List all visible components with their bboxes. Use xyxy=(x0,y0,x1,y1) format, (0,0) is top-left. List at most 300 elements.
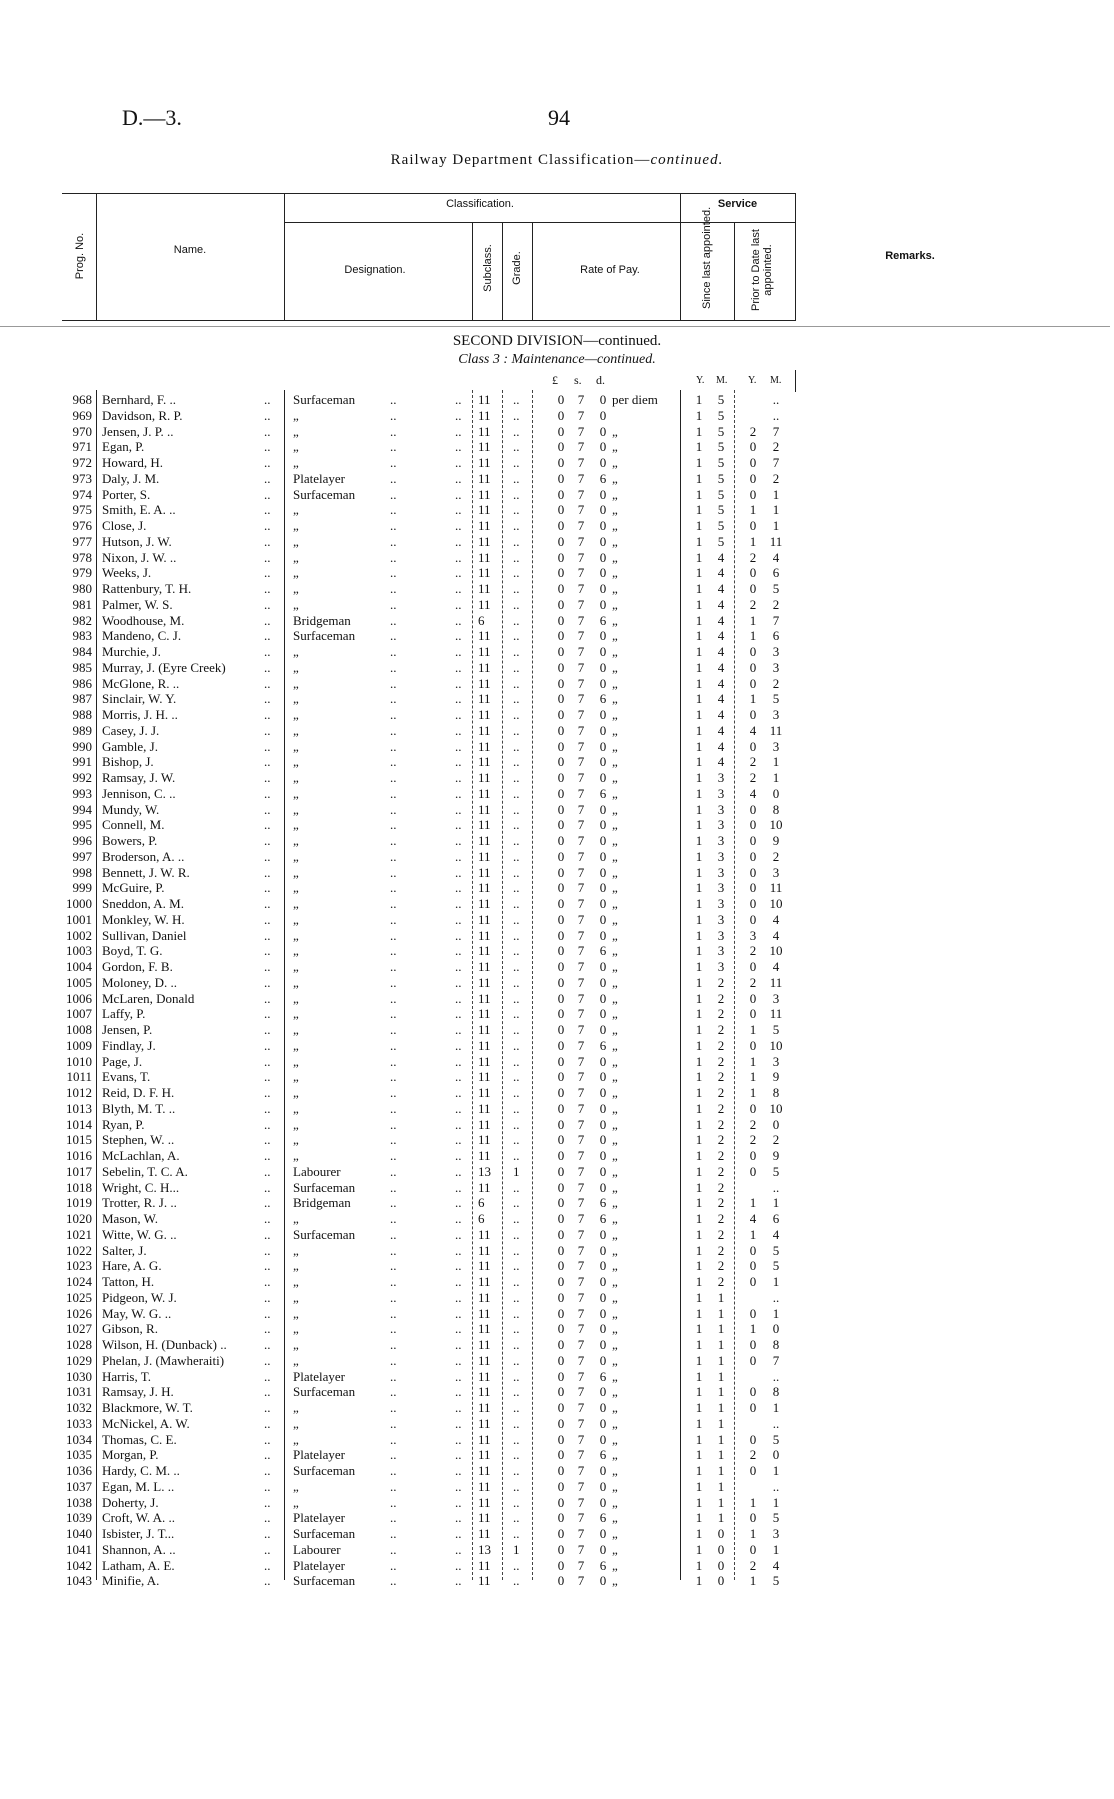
leader-dots: .. xyxy=(264,1085,271,1100)
leader-dots: .. xyxy=(264,1526,271,1541)
since-years: 1 xyxy=(695,1132,703,1148)
prog-no: 1020 xyxy=(66,1211,92,1226)
page-number: 94 xyxy=(548,105,570,130)
since-months: 3 xyxy=(717,880,725,896)
since-years: 1 xyxy=(695,675,703,691)
prior-months: 1 xyxy=(772,1541,780,1557)
prog-no: 998 xyxy=(72,864,92,880)
pay-pounds: 0 xyxy=(557,486,565,502)
pay-pounds: 0 xyxy=(557,1557,565,1573)
since-months: 5 xyxy=(717,423,725,439)
subclass: 11 xyxy=(478,1085,491,1100)
prior-years: 2 xyxy=(749,1447,757,1463)
pay-pounds: 0 xyxy=(557,1053,565,1069)
pay-pounds: 0 xyxy=(557,1305,565,1321)
designation: „ xyxy=(293,1494,299,1510)
pay-pence: 0 xyxy=(599,1132,607,1148)
leader-dots: .. xyxy=(264,455,271,470)
prior-months: 5 xyxy=(772,581,780,596)
prog-no: 992 xyxy=(72,770,92,785)
since-months: 4 xyxy=(717,722,725,738)
table-row xyxy=(0,550,1114,566)
pay-shillings: 7 xyxy=(577,990,585,1006)
leader-dots: .. xyxy=(390,691,397,707)
subclass: 11 xyxy=(478,1368,491,1384)
name: Shannon, A. .. xyxy=(102,1541,176,1557)
prior-months: .. xyxy=(772,1179,780,1195)
pay-shillings: 7 xyxy=(577,407,585,423)
leader-dots: .. xyxy=(455,1510,462,1526)
designation: „ xyxy=(293,1274,299,1289)
prior-months: 4 xyxy=(772,927,780,943)
leader-dots: .. xyxy=(390,1526,397,1541)
leader-dots: .. xyxy=(264,1022,271,1037)
prior-months: 1 xyxy=(772,1305,780,1321)
pay-shillings: 7 xyxy=(577,1179,585,1195)
table-row xyxy=(0,943,1114,959)
subclass: 11 xyxy=(478,1478,491,1494)
designation: „ xyxy=(293,1478,299,1494)
prog-no: 1006 xyxy=(66,990,92,1006)
pay-pence: 0 xyxy=(599,754,607,770)
leader-dots: .. xyxy=(390,1463,397,1478)
table-row xyxy=(0,1227,1114,1243)
leader-dots: .. xyxy=(264,423,271,439)
name: Bowers, P. xyxy=(102,833,158,848)
since-months: 2 xyxy=(717,1195,725,1211)
pay-pence: 0 xyxy=(599,1541,607,1557)
since-months: 1 xyxy=(717,1431,725,1447)
grade: .. xyxy=(513,801,520,817)
designation: Platelayer xyxy=(293,1557,345,1573)
leader-dots: .. xyxy=(390,770,397,785)
grade: .. xyxy=(513,1211,520,1226)
pay-pence: 0 xyxy=(599,974,607,990)
prog-no: 969 xyxy=(72,407,92,423)
designation: „ xyxy=(293,1211,299,1226)
designation: „ xyxy=(293,1352,299,1368)
table-row xyxy=(0,1022,1114,1038)
header-classification: Classification. xyxy=(446,198,514,210)
pay-pounds: 0 xyxy=(557,896,565,911)
table-row xyxy=(0,1542,1114,1558)
since-years: 1 xyxy=(695,817,703,833)
table-row xyxy=(0,1432,1114,1448)
pay-unit: „ xyxy=(612,439,618,455)
leader-dots: .. xyxy=(264,1289,271,1305)
grade: .. xyxy=(513,502,520,518)
prior-months: .. xyxy=(772,407,780,423)
pay-pence: 0 xyxy=(599,801,607,817)
subclass: 11 xyxy=(478,1022,491,1037)
name: Nixon, J. W. .. xyxy=(102,549,177,565)
leader-dots: .. xyxy=(390,659,397,675)
designation: „ xyxy=(293,754,299,770)
designation: „ xyxy=(293,581,299,596)
designation: „ xyxy=(293,659,299,675)
subclass: 11 xyxy=(478,1289,491,1305)
pay-pence: 0 xyxy=(599,644,607,659)
grade: .. xyxy=(513,1100,520,1116)
designation: „ xyxy=(293,518,299,533)
since-months: 1 xyxy=(717,1337,725,1352)
name: Hare, A. G. xyxy=(102,1258,162,1274)
pay-pounds: 0 xyxy=(557,581,565,596)
subclass: 11 xyxy=(478,439,491,455)
prior-years: 4 xyxy=(749,722,757,738)
prior-years: 0 xyxy=(749,990,757,1006)
pay-shillings: 7 xyxy=(577,1022,585,1037)
leader-dots: .. xyxy=(390,1148,397,1163)
leader-dots: .. xyxy=(455,959,462,974)
pay-pence: 0 xyxy=(599,1179,607,1195)
prior-years: 1 xyxy=(749,1573,757,1589)
pay-unit: „ xyxy=(612,581,618,596)
leader-dots: .. xyxy=(455,1211,462,1226)
prog-no: 1004 xyxy=(66,959,92,974)
name: Palmer, W. S. xyxy=(102,596,173,612)
designation: Platelayer xyxy=(293,470,345,486)
header-subclass: Subclass. xyxy=(482,244,494,292)
since-months: 2 xyxy=(717,1022,725,1037)
designation: „ xyxy=(293,1148,299,1163)
pay-shillings: 7 xyxy=(577,959,585,974)
pay-pence: 6 xyxy=(599,470,607,486)
since-years: 1 xyxy=(695,959,703,974)
name: Latham, A. E. xyxy=(102,1557,175,1573)
pay-pence: 0 xyxy=(599,1305,607,1321)
since-months: 2 xyxy=(717,1179,725,1195)
since-years: 1 xyxy=(695,707,703,722)
subclass: 11 xyxy=(478,1557,491,1573)
prior-months: 5 xyxy=(772,1431,780,1447)
since-months: 4 xyxy=(717,691,725,707)
subclass: 11 xyxy=(478,518,491,533)
grade: .. xyxy=(513,675,520,691)
pay-shillings: 7 xyxy=(577,1226,585,1242)
leader-dots: .. xyxy=(390,1069,397,1085)
pay-shillings: 7 xyxy=(577,439,585,455)
pay-pence: 0 xyxy=(599,486,607,502)
since-years: 1 xyxy=(695,1400,703,1415)
pay-pence: 0 xyxy=(599,659,607,675)
name: Howard, H. xyxy=(102,455,164,470)
pay-unit: „ xyxy=(612,833,618,848)
table-row xyxy=(0,817,1114,833)
leader-dots: .. xyxy=(390,518,397,533)
header-grade: Grade. xyxy=(511,251,523,285)
leader-dots: .. xyxy=(390,1541,397,1557)
name: Laffy, P. xyxy=(102,1006,146,1022)
pay-pounds: 0 xyxy=(557,1510,565,1526)
since-months: 4 xyxy=(717,738,725,754)
prior-years: 0 xyxy=(749,1337,757,1352)
prior-months: 7 xyxy=(772,455,780,470)
table-row xyxy=(0,424,1114,440)
leader-dots: .. xyxy=(264,974,271,990)
table-row xyxy=(0,1306,1114,1322)
pay-unit: „ xyxy=(612,1494,618,1510)
pay-pence: 0 xyxy=(599,707,607,722)
pay-unit: „ xyxy=(612,1258,618,1274)
pay-shillings: 7 xyxy=(577,423,585,439)
since-years: 1 xyxy=(695,1274,703,1289)
pay-shillings: 7 xyxy=(577,1100,585,1116)
subclass: 11 xyxy=(478,943,491,959)
leader-dots: .. xyxy=(455,596,462,612)
subclass: 11 xyxy=(478,1100,491,1116)
pay-shillings: 7 xyxy=(577,1494,585,1510)
pay-unit: „ xyxy=(612,1148,618,1163)
prior-months: 4 xyxy=(772,1557,780,1573)
subclass: 11 xyxy=(478,722,491,738)
pay-pence: 0 xyxy=(599,880,607,896)
grade: .. xyxy=(513,455,520,470)
pay-unit: „ xyxy=(612,990,618,1006)
name: McNickel, A. W. xyxy=(102,1415,190,1431)
prog-no: 1034 xyxy=(66,1431,92,1447)
table-row xyxy=(0,644,1114,660)
grade: .. xyxy=(513,911,520,927)
table-row xyxy=(0,959,1114,975)
leader-dots: .. xyxy=(455,1085,462,1100)
prior-years: 0 xyxy=(749,880,757,896)
leader-dots: .. xyxy=(264,628,271,644)
designation: „ xyxy=(293,1037,299,1053)
pay-shillings: 7 xyxy=(577,801,585,817)
subclass: 11 xyxy=(478,1258,491,1274)
pay-pounds: 0 xyxy=(557,455,565,470)
prior-months: 7 xyxy=(772,1352,780,1368)
leader-dots: .. xyxy=(390,1211,397,1226)
pay-shillings: 7 xyxy=(577,392,585,407)
leader-dots: .. xyxy=(455,1242,462,1258)
prior-months: 9 xyxy=(772,1148,780,1163)
since-months: 5 xyxy=(717,486,725,502)
name: Thomas, C. E. xyxy=(102,1431,177,1447)
pay-pounds: 0 xyxy=(557,1258,565,1274)
since-months: 1 xyxy=(717,1447,725,1463)
since-months: 3 xyxy=(717,833,725,848)
pay-shillings: 7 xyxy=(577,911,585,927)
designation: „ xyxy=(293,1132,299,1148)
pay-unit: „ xyxy=(612,1211,618,1226)
pay-pence: 0 xyxy=(599,1148,607,1163)
prior-months: 10 xyxy=(769,1037,783,1053)
designation: „ xyxy=(293,880,299,896)
prior-years: 2 xyxy=(749,596,757,612)
prior-years: 1 xyxy=(749,533,757,549)
leader-dots: .. xyxy=(455,896,462,911)
prog-no: 1007 xyxy=(66,1006,92,1022)
subclass: 11 xyxy=(478,1037,491,1053)
pay-pence: 0 xyxy=(599,1478,607,1494)
prior-months: 7 xyxy=(772,423,780,439)
since-years: 1 xyxy=(695,864,703,880)
pay-unit: „ xyxy=(612,612,618,628)
since-months: 1 xyxy=(717,1352,725,1368)
table-row xyxy=(0,1274,1114,1290)
prior-months: 3 xyxy=(772,659,780,675)
pay-unit: „ xyxy=(612,1163,618,1179)
table-row xyxy=(0,754,1114,770)
pay-pounds: 0 xyxy=(557,1352,565,1368)
table-row xyxy=(0,1479,1114,1495)
name: Bishop, J. xyxy=(102,754,154,770)
prog-no: 1022 xyxy=(66,1242,92,1258)
prior-years: 1 xyxy=(749,1053,757,1069)
since-months: 2 xyxy=(717,1132,725,1148)
prior-months: 9 xyxy=(772,1069,780,1085)
subclass: 11 xyxy=(478,1573,491,1589)
designation: Bridgeman xyxy=(293,1195,351,1211)
leader-dots: .. xyxy=(264,833,271,848)
leader-dots: .. xyxy=(455,1431,462,1447)
name: Croft, W. A. .. xyxy=(102,1510,175,1526)
leader-dots: .. xyxy=(264,817,271,833)
table-row xyxy=(0,1510,1114,1526)
prog-no: 1018 xyxy=(66,1179,92,1195)
pay-unit: „ xyxy=(612,470,618,486)
prog-no: 984 xyxy=(72,644,92,659)
table-row xyxy=(0,1384,1114,1400)
pay-pounds: 0 xyxy=(557,1384,565,1400)
prior-years: 2 xyxy=(749,770,757,785)
name: Witte, W. G. .. xyxy=(102,1226,177,1242)
prior-years: 2 xyxy=(749,754,757,770)
subclass: 11 xyxy=(478,1526,491,1541)
pay-pounds: 0 xyxy=(557,1431,565,1447)
since-months: 2 xyxy=(717,1037,725,1053)
grade: .. xyxy=(513,1510,520,1526)
pay-unit: „ xyxy=(612,423,618,439)
since-years: 1 xyxy=(695,392,703,407)
prior-years: 0 xyxy=(749,1274,757,1289)
table-row xyxy=(0,439,1114,455)
prog-no: 1005 xyxy=(66,974,92,990)
pay-pence: 6 xyxy=(599,1510,607,1526)
name: Porter, S. xyxy=(102,486,151,502)
pay-unit: „ xyxy=(612,1085,618,1100)
subclass: 11 xyxy=(478,691,491,707)
prog-no: 1033 xyxy=(66,1415,92,1431)
since-months: 1 xyxy=(717,1510,725,1526)
since-years: 1 xyxy=(695,486,703,502)
name: Minifie, A. xyxy=(102,1573,160,1589)
since-months: 3 xyxy=(717,927,725,943)
designation: „ xyxy=(293,959,299,974)
pay-unit: „ xyxy=(612,911,618,927)
leader-dots: .. xyxy=(264,801,271,817)
pay-pence: 0 xyxy=(599,990,607,1006)
prior-months: 5 xyxy=(772,1242,780,1258)
since-years: 1 xyxy=(695,1179,703,1195)
table-row xyxy=(0,471,1114,487)
pay-pounds: 0 xyxy=(557,927,565,943)
name: McGuire, P. xyxy=(102,880,165,896)
subclass: 11 xyxy=(478,1226,491,1242)
pay-pounds: 0 xyxy=(557,675,565,691)
pay-pence: 0 xyxy=(599,817,607,833)
prior-years: 0 xyxy=(749,518,757,533)
leader-dots: .. xyxy=(390,549,397,565)
prior-years: 2 xyxy=(749,1132,757,1148)
pay-pence: 0 xyxy=(599,549,607,565)
prior-years: 0 xyxy=(749,896,757,911)
subclass: 11 xyxy=(478,502,491,518)
subclass: 11 xyxy=(478,1431,491,1447)
pay-pounds: 0 xyxy=(557,722,565,738)
subclass: 11 xyxy=(478,770,491,785)
prog-no: 976 xyxy=(72,518,92,533)
pay-unit: „ xyxy=(612,518,618,533)
table-row xyxy=(0,1054,1114,1070)
pay-shillings: 7 xyxy=(577,1037,585,1053)
pay-shillings: 7 xyxy=(577,1573,585,1589)
leader-dots: .. xyxy=(455,1541,462,1557)
designation: „ xyxy=(293,1415,299,1431)
pay-pence: 0 xyxy=(599,1258,607,1274)
prog-no: 1030 xyxy=(66,1368,92,1384)
since-years: 1 xyxy=(695,1195,703,1211)
pay-shillings: 7 xyxy=(577,785,585,801)
grade: .. xyxy=(513,612,520,628)
header-since-last: Since last appointed. xyxy=(701,206,713,309)
leader-dots: .. xyxy=(455,1321,462,1337)
leader-dots: .. xyxy=(455,675,462,691)
leader-dots: .. xyxy=(264,518,271,533)
designation: Bridgeman xyxy=(293,612,351,628)
pay-pence: 0 xyxy=(599,1526,607,1541)
since-months: 2 xyxy=(717,1211,725,1226)
since-years: 1 xyxy=(695,439,703,455)
leader-dots: .. xyxy=(455,533,462,549)
prior-years: 2 xyxy=(749,974,757,990)
name: Bennett, J. W. R. xyxy=(102,864,190,880)
pay-unit: „ xyxy=(612,596,618,612)
prior-months: 8 xyxy=(772,1337,780,1352)
name: Pidgeon, W. J. xyxy=(102,1289,177,1305)
pay-shillings: 7 xyxy=(577,1321,585,1337)
leader-dots: .. xyxy=(264,1384,271,1400)
pay-unit: „ xyxy=(612,801,618,817)
prog-no: 985 xyxy=(72,659,92,675)
prior-years: 2 xyxy=(749,1116,757,1132)
pay-pounds: 0 xyxy=(557,691,565,707)
prog-no: 999 xyxy=(72,880,92,896)
pay-pence: 0 xyxy=(599,1085,607,1100)
pay-unit: „ xyxy=(612,1573,618,1589)
pay-unit: „ xyxy=(612,1384,618,1400)
name: Harris, T. xyxy=(102,1368,151,1384)
prior-years: 0 xyxy=(749,470,757,486)
pay-pence: 0 xyxy=(599,1321,607,1337)
leader-dots: .. xyxy=(390,1337,397,1352)
grade: .. xyxy=(513,644,520,659)
grade: .. xyxy=(513,1053,520,1069)
prior-years: 4 xyxy=(749,785,757,801)
grade: .. xyxy=(513,833,520,848)
leader-dots: .. xyxy=(264,1116,271,1132)
prior-months: 4 xyxy=(772,1226,780,1242)
leader-dots: .. xyxy=(455,770,462,785)
grade: .. xyxy=(513,1400,520,1415)
prog-no: 975 xyxy=(72,502,92,518)
since-months: 1 xyxy=(717,1494,725,1510)
pay-pence: 0 xyxy=(599,518,607,533)
pay-shillings: 7 xyxy=(577,1053,585,1069)
prior-months: 7 xyxy=(772,612,780,628)
